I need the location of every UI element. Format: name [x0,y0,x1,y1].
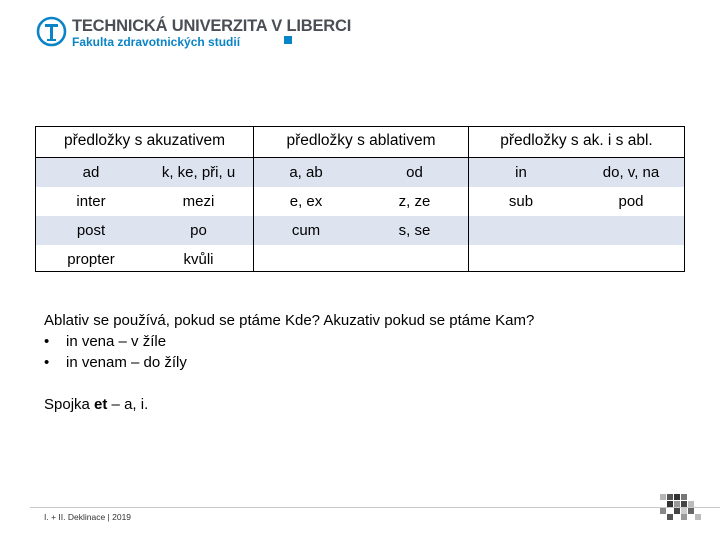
header-ablative: předložky s ablativem [286,132,436,149]
table-cell: post [76,222,106,239]
table-cell: pod [618,193,644,210]
tul-logo-icon [36,16,67,47]
table-cell: s, se [398,222,431,239]
table-cell: sub [508,193,534,210]
table-cell: do, v, na [602,164,660,181]
faculty-pixel-logo-icon [660,494,702,520]
explanation-text [44,310,534,373]
list-item [44,352,534,373]
bullet: • [44,354,50,371]
table-cell: z, ze [398,193,431,210]
footer-text: I. + II. Deklinace | 2019 [44,512,132,522]
table-cell: po [190,222,207,239]
prepositions-table [35,126,685,272]
conjunction-prefix: Spojka [44,396,95,413]
table-cell: inter [76,193,106,210]
table-cell: in [515,164,527,181]
question-line: Ablativ se používá, pokud se ptáme Kde? Akuzativ pokud se ptáme Kam? [44,312,535,329]
example-text: in vena – v žíle [66,333,167,350]
header-both: předložky s ak. i s abl. [500,132,653,149]
table-cell: a, ab [289,164,323,181]
example-text: in venam – do žíly [66,354,187,371]
header-accusative: předložky s akuzativem [63,132,226,149]
table-cell: k, ke, při, u [161,164,236,181]
conjunction-suffix: – a, i. [107,396,149,413]
conjunction-word: et [94,396,108,413]
table-cell: e, ex [289,193,323,210]
table-cell: od [406,164,423,181]
logo-square [284,36,292,44]
footer-divider [30,507,720,508]
table-cell: propter [67,251,115,268]
conjunction-note [44,396,148,413]
faculty-name: Fakulta zdravotnických studií [72,35,241,49]
bullet: • [44,333,50,350]
table-cell: mezi [182,193,215,210]
table-cell: ad [82,164,100,181]
table-cell: cum [291,222,321,239]
table-cell: kvůli [183,251,214,268]
university-logo [36,16,356,50]
university-name: TECHNICKÁ UNIVERZITA V LIBERCI [72,17,352,35]
list-item [44,331,534,352]
